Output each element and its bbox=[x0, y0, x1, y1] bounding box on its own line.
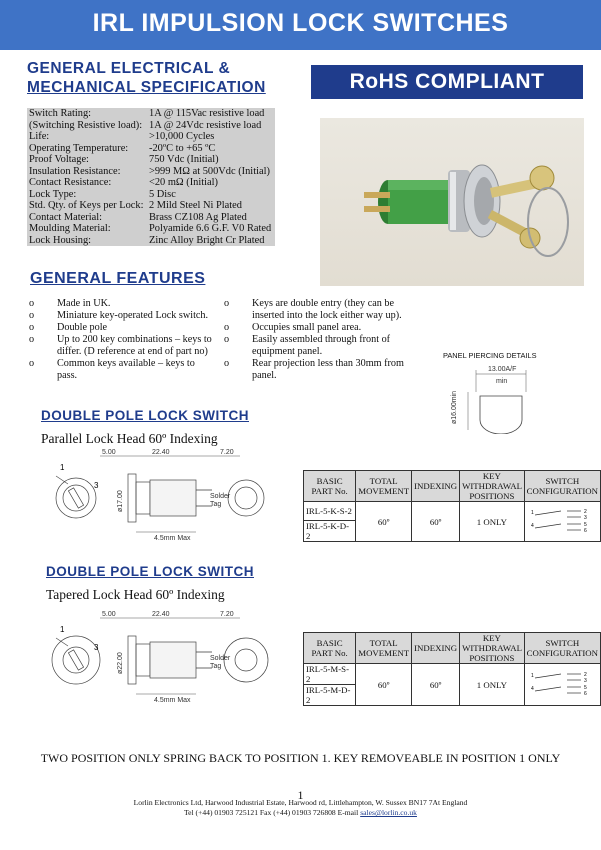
spec-key: Operating Temperature: bbox=[29, 142, 129, 154]
switch-contact-line bbox=[535, 687, 561, 691]
feature-item bbox=[27, 310, 212, 322]
spec-key: Switch Rating: bbox=[29, 108, 92, 119]
spec-row bbox=[27, 108, 275, 120]
feature-text: Made in UK. bbox=[57, 298, 111, 309]
spec-value: >999 MΩ at 500Vdc (Initial) bbox=[149, 165, 270, 177]
position-1-label: 1 bbox=[60, 463, 65, 472]
table-header-cell: KEY WITHDRAWAL POSITIONS bbox=[460, 633, 525, 664]
table-row bbox=[304, 664, 601, 685]
spec-row bbox=[27, 235, 275, 247]
dimension-label: 22.40 bbox=[152, 611, 170, 618]
spec-table bbox=[27, 108, 275, 246]
position-3-label: 3 bbox=[94, 643, 99, 652]
spec-key: Lock Housing: bbox=[29, 234, 92, 246]
switch-terminal-label: 1 bbox=[531, 672, 535, 679]
switch-contact-line bbox=[535, 511, 561, 515]
tag-label: Tag bbox=[210, 501, 222, 508]
table-header-cell: KEY WITHDRAWAL POSITIONS bbox=[460, 471, 525, 502]
position-arrow bbox=[56, 476, 68, 484]
table-header-cell: SWITCH CONFIGURATION bbox=[524, 471, 600, 502]
table-header-cell: TOTAL MOVEMENT bbox=[356, 633, 412, 664]
spec-row bbox=[27, 189, 275, 201]
bullet-icon: o bbox=[29, 358, 35, 369]
footer-email-link[interactable]: sales@lorlin.co.uk bbox=[360, 808, 417, 817]
table-header-row bbox=[304, 471, 601, 502]
block1-table-wrap bbox=[303, 470, 601, 542]
rohs-badge: RoHS COMPLIANT bbox=[311, 65, 583, 99]
panel-piercing-drawing bbox=[440, 362, 550, 434]
block2-table-wrap bbox=[303, 632, 601, 706]
spec-value: >10,000 Cycles bbox=[149, 131, 215, 142]
front-view-outline bbox=[56, 478, 96, 518]
diameter-label: ø22.00 bbox=[117, 652, 124, 674]
feature-item bbox=[27, 322, 212, 334]
feature-item bbox=[27, 298, 212, 310]
spec-key: Life: bbox=[29, 131, 50, 142]
bullet-icon: o bbox=[29, 334, 35, 345]
feature-item bbox=[222, 358, 422, 382]
dimension-label: 5.00 bbox=[102, 449, 116, 456]
front-view-outline bbox=[52, 636, 100, 684]
feature-text: Keys are double entry (they can be inserted into the lock either way up). bbox=[252, 298, 402, 321]
spec-key: Contact Material: bbox=[29, 211, 102, 223]
spec-value: Zinc Alloy Bright Cr Plated bbox=[149, 234, 265, 246]
table-header-row bbox=[304, 633, 601, 664]
page-banner-title: IRL IMPULSION LOCK SWITCHES bbox=[0, 0, 601, 50]
switch-terminal-label: 3 bbox=[584, 677, 588, 684]
part-number-cell: IRL-5-K-S-2 bbox=[304, 502, 356, 521]
feature-text: Up to 200 key combinations – keys to differ. (D reference at end of part no) bbox=[57, 334, 212, 357]
spec-row bbox=[27, 143, 275, 155]
dimension-label: 7.20 bbox=[220, 611, 234, 618]
spec-value: 1A @ 24Vdc resistive load bbox=[149, 119, 262, 131]
block2-subtitle: Tapered Lock Head 60º Indexing bbox=[46, 587, 225, 602]
spec-row bbox=[27, 154, 275, 166]
spec-key: Std. Qty. of Keys per Lock: bbox=[29, 200, 144, 211]
feature-text: Common keys available – keys to pass. bbox=[57, 358, 195, 381]
switch-config-diagram bbox=[531, 669, 593, 699]
block1-subtitle: Parallel Lock Head 60º Indexing bbox=[41, 431, 218, 446]
switch-terminal-label: 4 bbox=[531, 685, 535, 692]
switch-terminal-label: 2 bbox=[584, 671, 588, 678]
spec-row bbox=[27, 200, 275, 212]
panel-width-label: 13.00A/F bbox=[488, 366, 517, 373]
position-1-label: 1 bbox=[60, 625, 65, 634]
movement-cell: 60º bbox=[356, 502, 412, 542]
spec-row bbox=[27, 212, 275, 224]
spec-heading bbox=[27, 59, 266, 97]
switch-contact-line bbox=[535, 674, 561, 678]
spec-value: Polyamide 6.6 G.F. V0 Rated bbox=[149, 223, 272, 234]
depth-label: 4.5mm Max bbox=[154, 535, 191, 542]
switch-body-side bbox=[150, 642, 196, 678]
rear-view-inner bbox=[235, 649, 257, 671]
table-header-cell: INDEXING bbox=[412, 633, 460, 664]
table-header-cell: SWITCH CONFIGURATION bbox=[524, 633, 600, 664]
table-header-cell: INDEXING bbox=[412, 471, 460, 502]
spec-value: 5 Disc bbox=[149, 188, 176, 200]
spec-value: -20ºC to +65 ºC bbox=[149, 142, 216, 154]
spec-key: Contact Resistance: bbox=[29, 177, 112, 188]
block2-drawing bbox=[40, 610, 280, 710]
spec-key: Proof Voltage: bbox=[29, 154, 89, 165]
lock-head-side bbox=[128, 636, 136, 684]
block1-title: DOUBLE POLE LOCK SWITCH bbox=[41, 408, 249, 423]
switch-terminal-label: 3 bbox=[584, 514, 588, 521]
table-header-cell: TOTAL MOVEMENT bbox=[356, 471, 412, 502]
spec-key: (Switching Resistive load): bbox=[29, 119, 143, 131]
front-view-inner bbox=[63, 647, 89, 673]
spec-row bbox=[27, 120, 275, 132]
footer-phone: Tel (+44) 01903 725121 Fax (+44) 01903 726808 E-mail bbox=[184, 808, 361, 817]
switch-terminal-label: 4 bbox=[531, 522, 535, 529]
part-number-cell: IRL-5-M-D-2 bbox=[304, 685, 356, 706]
nut-side bbox=[136, 482, 150, 514]
part-number-cell: IRL-5-M-S-2 bbox=[304, 664, 356, 685]
bullet-icon: o bbox=[224, 334, 230, 345]
switch-terminal-label: 5 bbox=[584, 521, 588, 528]
switch-body-side bbox=[150, 480, 196, 516]
switch-contact-line bbox=[535, 524, 561, 528]
part-number-cell: IRL-5-K-D-2 bbox=[304, 521, 356, 542]
block2-title: DOUBLE POLE LOCK SWITCH bbox=[46, 564, 254, 579]
lock-head-side bbox=[128, 474, 136, 522]
spec-value: <20 mΩ (Initial) bbox=[149, 177, 218, 188]
panel-min-label: min bbox=[496, 378, 508, 385]
dimension-label: 22.40 bbox=[152, 449, 170, 456]
panel-piercing-title: PANEL PIERCING DETAILS bbox=[443, 351, 537, 360]
product-photo bbox=[320, 118, 584, 286]
page-number: 1 bbox=[297, 788, 304, 802]
features-list-right bbox=[222, 298, 422, 382]
withdrawal-cell: 1 ONLY bbox=[460, 502, 525, 542]
solder-label: Solder bbox=[210, 493, 231, 500]
spec-key: Lock Type: bbox=[29, 188, 77, 200]
switch-terminal-label: 6 bbox=[584, 690, 588, 697]
spec-row bbox=[27, 131, 275, 143]
dimension-label: 5.00 bbox=[102, 611, 116, 618]
feature-item bbox=[222, 334, 422, 358]
panel-dia-label: ø16.00min bbox=[451, 390, 458, 424]
position-3-label: 3 bbox=[94, 481, 99, 490]
features-list-left bbox=[27, 298, 212, 382]
spec-value: 750 Vdc (Initial) bbox=[149, 154, 219, 165]
spec-heading-line1: GENERAL ELECTRICAL & bbox=[27, 60, 231, 77]
spec-key: Moulding Material: bbox=[29, 223, 111, 234]
spec-value: 1A @ 115Vac resistive load bbox=[149, 108, 265, 119]
spec-row bbox=[27, 177, 275, 189]
block1-config-table bbox=[303, 470, 601, 542]
spec-value: Brass CZ108 Ag Plated bbox=[149, 211, 247, 223]
spec-row bbox=[27, 166, 275, 178]
feature-text: Double pole bbox=[57, 322, 108, 333]
footer-contact bbox=[0, 808, 601, 817]
rear-view-outline bbox=[228, 480, 264, 516]
solder-label: Solder bbox=[210, 655, 231, 662]
spec-row bbox=[27, 223, 275, 235]
spring-back-note: TWO POSITION ONLY SPRING BACK TO POSITION 1. KEY REMOVEABLE IN POSITION 1 ONLY bbox=[40, 751, 561, 765]
tag-label: Tag bbox=[210, 663, 222, 670]
footer-address: Lorlin Electronics Ltd, Harwood Industrial Estate, Harwood rd, Littlehampton, W. Sussex BN17 7At England bbox=[133, 798, 468, 807]
bullet-icon: o bbox=[29, 322, 35, 333]
switch-config-cell bbox=[524, 664, 600, 706]
table-header-cell: BASIC PART No. bbox=[304, 471, 356, 502]
diameter-label: ø17.00 bbox=[117, 490, 124, 512]
key-slot bbox=[68, 650, 83, 670]
features-heading: GENERAL FEATURES bbox=[30, 270, 206, 287]
feature-text: Rear projection less than 30mm from panel. bbox=[252, 358, 404, 381]
front-view-inner bbox=[63, 485, 89, 511]
feature-item bbox=[27, 334, 212, 358]
nut-side bbox=[136, 644, 150, 676]
lock-switch-image bbox=[320, 118, 584, 286]
bullet-icon: o bbox=[29, 310, 35, 321]
feature-text: Miniature key-operated Lock switch. bbox=[57, 310, 209, 321]
table-row bbox=[304, 502, 601, 521]
bullet-icon: o bbox=[224, 358, 230, 369]
switch-terminal-label: 5 bbox=[584, 684, 588, 691]
feature-item bbox=[27, 358, 212, 382]
movement-cell: 60º bbox=[356, 664, 412, 706]
switch-terminal-label: 6 bbox=[584, 527, 588, 534]
bullet-icon: o bbox=[29, 298, 35, 309]
bullet-icon: o bbox=[224, 322, 230, 333]
switch-config-diagram bbox=[531, 506, 593, 536]
table-header-cell: BASIC PART No. bbox=[304, 633, 356, 664]
withdrawal-cell: 1 ONLY bbox=[460, 664, 525, 706]
indexing-cell: 60º bbox=[412, 502, 460, 542]
feature-text: Easily assembled through front of equipment panel. bbox=[252, 334, 391, 357]
switch-config-cell bbox=[524, 502, 600, 542]
spec-key: Insulation Resistance: bbox=[29, 165, 121, 177]
spec-heading-line2: MECHANICAL SPECIFICATION bbox=[27, 79, 266, 96]
rear-view-outline bbox=[224, 638, 268, 682]
bullet-icon: o bbox=[224, 298, 230, 309]
key-slot bbox=[68, 488, 83, 508]
feature-text: Occupies small panel area. bbox=[252, 322, 362, 333]
indexing-cell: 60º bbox=[412, 664, 460, 706]
block1-drawing bbox=[40, 448, 280, 548]
spec-value: 2 Mild Steel Ni Plated bbox=[149, 200, 242, 211]
dimension-label: 7.20 bbox=[220, 449, 234, 456]
depth-label: 4.5mm Max bbox=[154, 697, 191, 704]
block2-config-table bbox=[303, 632, 601, 706]
switch-terminal-label: 1 bbox=[531, 509, 535, 516]
feature-item bbox=[222, 298, 422, 322]
rear-view-inner bbox=[235, 487, 257, 509]
feature-item bbox=[222, 322, 422, 334]
switch-terminal-label: 2 bbox=[584, 508, 588, 515]
